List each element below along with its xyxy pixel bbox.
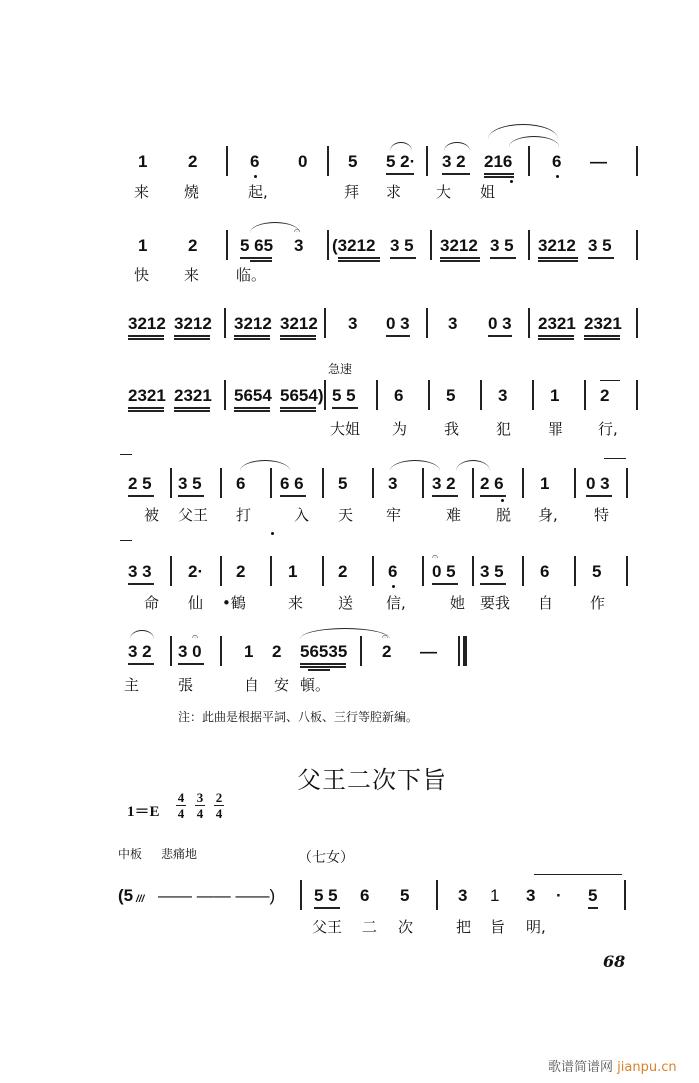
note: 3212 [128, 314, 166, 333]
barline [224, 308, 226, 338]
underline [338, 257, 380, 259]
upper-octave-dot [271, 532, 274, 535]
lyrics-line-4 [124, 420, 644, 460]
lyric: 二 [362, 918, 378, 936]
lyric: 自 [244, 676, 260, 694]
note: 2 [188, 236, 198, 255]
underline [174, 407, 210, 409]
fermata-icon: 𝄐 [432, 550, 439, 563]
barline [532, 380, 534, 410]
note: 5 [400, 886, 410, 905]
lyric: 主 [124, 676, 140, 694]
note: 1 [550, 386, 560, 405]
fermata-icon: 𝄐 [192, 630, 199, 643]
note: 2 5 [128, 474, 152, 493]
lyric: 打 [236, 506, 252, 524]
barline [270, 468, 272, 498]
lyric: 我 [444, 420, 460, 438]
time-signature: 3 4 [196, 790, 204, 821]
barline [372, 556, 374, 586]
note: 56535 [300, 642, 348, 661]
lyric: 罪 [548, 420, 564, 438]
dot: · [556, 886, 562, 905]
barline [624, 880, 626, 910]
underline [484, 173, 514, 175]
fermata-icon: 𝄐 [294, 224, 301, 237]
watermark [548, 1056, 677, 1075]
underline [584, 335, 620, 337]
lyric: 脱 [496, 506, 512, 524]
lyric: 求 [386, 183, 402, 201]
underline [174, 335, 210, 337]
slur [240, 460, 290, 471]
underline [240, 257, 272, 259]
lyric: 来 [288, 594, 304, 612]
barline [322, 468, 324, 498]
underline [490, 257, 516, 259]
note: 1 [540, 474, 550, 493]
underline [538, 335, 574, 337]
lyric: 身, [538, 506, 558, 524]
lyric: 送 [338, 594, 354, 612]
time-signature: 4 4 [177, 790, 185, 821]
lyric: 旨 [490, 918, 506, 936]
dash: — [590, 152, 607, 171]
lyric: 要我 [480, 594, 511, 612]
lyric: 难 [446, 506, 462, 524]
note: 6 [250, 152, 260, 171]
tie-bracket [120, 454, 132, 459]
note: 3 3 [128, 562, 152, 581]
tie-bracket [604, 458, 626, 463]
barline [322, 556, 324, 586]
barline [522, 468, 524, 498]
note: 3 [294, 236, 304, 255]
barline [270, 556, 272, 586]
note: 3 5 [178, 474, 202, 493]
slur [390, 142, 412, 151]
underline [128, 410, 164, 412]
underline [314, 907, 340, 909]
underline [234, 335, 270, 337]
lyric: 燒 [184, 183, 200, 201]
note: 0 [298, 152, 308, 171]
note: 6 6 [280, 474, 304, 493]
note: 6 [360, 886, 370, 905]
role-label: （七女） [298, 850, 354, 866]
dash: —— —— ——) [158, 886, 276, 905]
note: 2321 [538, 314, 576, 333]
lyric: 来 [134, 183, 150, 201]
note: 5654 [234, 386, 272, 405]
barline [324, 308, 326, 338]
note: 1 [244, 642, 254, 661]
watermark-en: jianpu.cn [617, 1060, 677, 1075]
note: 2· [188, 562, 204, 581]
lyric: 快 [134, 266, 150, 284]
underline [442, 173, 470, 175]
note: 3 [526, 886, 536, 905]
note: 3 2 [128, 642, 152, 661]
underline [440, 260, 480, 262]
underline [386, 335, 410, 337]
score-line-3 [124, 314, 644, 354]
underline [128, 338, 164, 340]
final-barline-thin [458, 636, 460, 666]
note: 3 [498, 386, 508, 405]
underline [234, 407, 270, 409]
lyric: 張 [178, 676, 194, 694]
lyrics-line-1 [124, 183, 644, 223]
note: 5 5 [314, 886, 338, 905]
time-signature: 2 4 [215, 790, 223, 821]
lyric: 临。 [236, 266, 267, 284]
lower-octave-dot [392, 585, 395, 588]
note: 3 0 [178, 642, 202, 661]
underline [250, 260, 272, 262]
note: 3 [388, 474, 398, 493]
barline [372, 468, 374, 498]
lyric: 次 [398, 918, 414, 936]
lyric: 来 [184, 266, 200, 284]
underline [480, 583, 506, 585]
lyric: 信, [386, 594, 406, 612]
slur [444, 142, 470, 151]
lyric: 大姐 [330, 420, 361, 438]
barline [220, 636, 222, 666]
underline [128, 407, 164, 409]
underline [480, 495, 506, 497]
barline [584, 380, 586, 410]
note: 5 5 [332, 386, 356, 405]
note: 2 [338, 562, 348, 581]
barline [636, 308, 638, 338]
underline [390, 257, 416, 259]
lyric: •鶴 [222, 594, 246, 612]
underline [300, 666, 346, 668]
underline [174, 338, 210, 340]
note: 6 [540, 562, 550, 581]
barline [224, 380, 226, 410]
lyric: 特 [594, 506, 610, 524]
barline [626, 556, 628, 586]
lyric: 拜 [344, 183, 360, 201]
page-number: 68 [603, 952, 626, 971]
underline [432, 583, 458, 585]
underline [178, 663, 204, 665]
note: 1 [138, 152, 148, 171]
barline [170, 636, 172, 666]
slur [250, 222, 300, 233]
underline [586, 495, 612, 497]
underline [280, 410, 316, 412]
barline [327, 230, 329, 260]
barline [528, 230, 530, 260]
barline [300, 880, 302, 910]
note: 6 [388, 562, 398, 581]
note: 0 3 [586, 474, 610, 493]
underline [332, 407, 358, 409]
barline [472, 468, 474, 498]
note: 5 [446, 386, 456, 405]
barline [636, 380, 638, 410]
lyric: 牢 [386, 506, 402, 524]
lyric: 頓。 [300, 676, 331, 694]
lyric: 犯 [496, 420, 512, 438]
lower-octave-dot [254, 175, 257, 178]
note: 3 5 [588, 236, 612, 255]
lyric: 明, [526, 918, 546, 936]
note: 3212 [280, 314, 318, 333]
note: 6 [236, 474, 246, 493]
underline [128, 663, 154, 665]
lyric: 为 [392, 420, 408, 438]
note: 3 5 [480, 562, 504, 581]
note: 216 [484, 152, 513, 171]
underline [280, 335, 316, 337]
note: 2 6 [480, 474, 504, 493]
lyric: 起, [248, 183, 268, 201]
barline [226, 146, 228, 176]
lyric: 自 [538, 594, 554, 612]
underline [538, 257, 578, 259]
note: 3 2 [432, 474, 456, 493]
lyrics-line-5 [124, 506, 644, 546]
barline [574, 468, 576, 498]
expression-mark: 悲痛地 [161, 847, 198, 861]
barline [170, 556, 172, 586]
lyric: 姐 [480, 183, 496, 201]
barline [422, 556, 424, 586]
note: 5 [348, 152, 358, 171]
underline [538, 338, 574, 340]
lyric: 天 [338, 506, 354, 524]
barline [226, 230, 228, 260]
underline [386, 173, 414, 175]
barline [422, 468, 424, 498]
note: 3 [348, 314, 358, 333]
lower-octave-dot [556, 175, 559, 178]
barline [426, 146, 428, 176]
note: 5 2· [386, 152, 416, 171]
tempo-mark: 中板 [118, 847, 143, 861]
underline [588, 257, 614, 259]
note: 2321 [174, 386, 212, 405]
final-barline-thick [463, 636, 467, 666]
barline [360, 636, 362, 666]
barline [522, 556, 524, 586]
note: 5 [592, 562, 602, 581]
footnote: 注：此曲是根据平詞、八板、三行等腔新編。 [178, 710, 419, 724]
barline [327, 146, 329, 176]
underline [338, 260, 380, 262]
note: 3 [448, 314, 458, 333]
lyric: 入 [294, 506, 310, 524]
barline [528, 146, 530, 176]
barline [428, 380, 430, 410]
barline [324, 380, 326, 410]
lyric: 仙 [188, 594, 204, 612]
note: 0 3 [386, 314, 410, 333]
barline [426, 308, 428, 338]
note: 3 5 [490, 236, 514, 255]
lyric: 行, [598, 420, 618, 438]
underline [280, 495, 306, 497]
underline [440, 257, 480, 259]
note: 2321 [584, 314, 622, 333]
lyric: 把 [456, 918, 472, 936]
note: 2 [188, 152, 198, 171]
barline [528, 308, 530, 338]
tempo-mark: 急速 [328, 362, 353, 376]
barline [376, 380, 378, 410]
lyric: 安 [274, 676, 290, 694]
underline [174, 410, 210, 412]
barline [472, 556, 474, 586]
watermark-cn: 歌谱简谱网 [548, 1060, 614, 1075]
underline [234, 338, 270, 340]
barline [574, 556, 576, 586]
underline [280, 407, 316, 409]
barline [480, 380, 482, 410]
tremolo-mark: /// [136, 894, 145, 905]
note: 3212 [174, 314, 212, 333]
underline [300, 663, 346, 665]
lyric: 她 [450, 594, 466, 612]
underline [178, 495, 204, 497]
note: 2 [600, 386, 610, 405]
barline [636, 146, 638, 176]
underline [538, 260, 578, 262]
lyrics-line-6 [124, 594, 644, 634]
underline [280, 338, 316, 340]
note: 0 3 [488, 314, 512, 333]
note: 1 [490, 886, 500, 905]
barline [626, 468, 628, 498]
note: 6 [552, 152, 562, 171]
dash: — [420, 642, 437, 661]
lyric: 父王 [312, 918, 343, 936]
note: 6 [394, 386, 404, 405]
underline [484, 176, 514, 178]
note: 5654) [280, 386, 324, 405]
tie-bracket [534, 874, 622, 879]
underline [488, 335, 512, 337]
barline [636, 230, 638, 260]
note: 1 [288, 562, 298, 581]
lower-octave-dot [501, 499, 504, 502]
underline [234, 410, 270, 412]
note: 3212 [440, 236, 478, 255]
lyrics-line-s2-1 [124, 918, 644, 958]
lyric: 父王 [178, 506, 209, 524]
underline [584, 338, 620, 340]
note: (5 [118, 886, 134, 905]
tie-bracket [120, 540, 132, 545]
note: 2 [236, 562, 246, 581]
underline [128, 335, 164, 337]
note: 3 2 [442, 152, 466, 171]
underline [128, 495, 154, 497]
slur [390, 460, 440, 471]
lyric: 被 [144, 506, 160, 524]
lyric: 作 [590, 594, 606, 612]
underline [588, 907, 598, 909]
barline [220, 556, 222, 586]
note: 0 5 [432, 562, 456, 581]
lyrics-line-2 [124, 266, 644, 306]
lyric: 命 [144, 594, 160, 612]
note: (3212 [332, 236, 376, 255]
note: 3 5 [390, 236, 414, 255]
note: 3212 [538, 236, 576, 255]
barline [436, 880, 438, 910]
note: 5 65 [240, 236, 274, 255]
tie-bracket [600, 380, 620, 385]
underline [432, 495, 458, 497]
note: 2 [272, 642, 282, 661]
fermata-icon: 𝄐 [382, 630, 389, 643]
lyric: 大 [436, 183, 452, 201]
note: 2321 [128, 386, 166, 405]
note: 5 [338, 474, 348, 493]
song-title: 父王二次下旨 [297, 766, 447, 794]
key-signature: 1＝E [127, 804, 160, 820]
note: 3 [458, 886, 468, 905]
barline [170, 468, 172, 498]
barline [220, 468, 222, 498]
underline [308, 669, 330, 671]
underline [128, 583, 154, 585]
note: 2 [382, 642, 392, 661]
barline [430, 230, 432, 260]
note: 1 [138, 236, 148, 255]
note: 5 [588, 886, 598, 905]
note: 3212 [234, 314, 272, 333]
